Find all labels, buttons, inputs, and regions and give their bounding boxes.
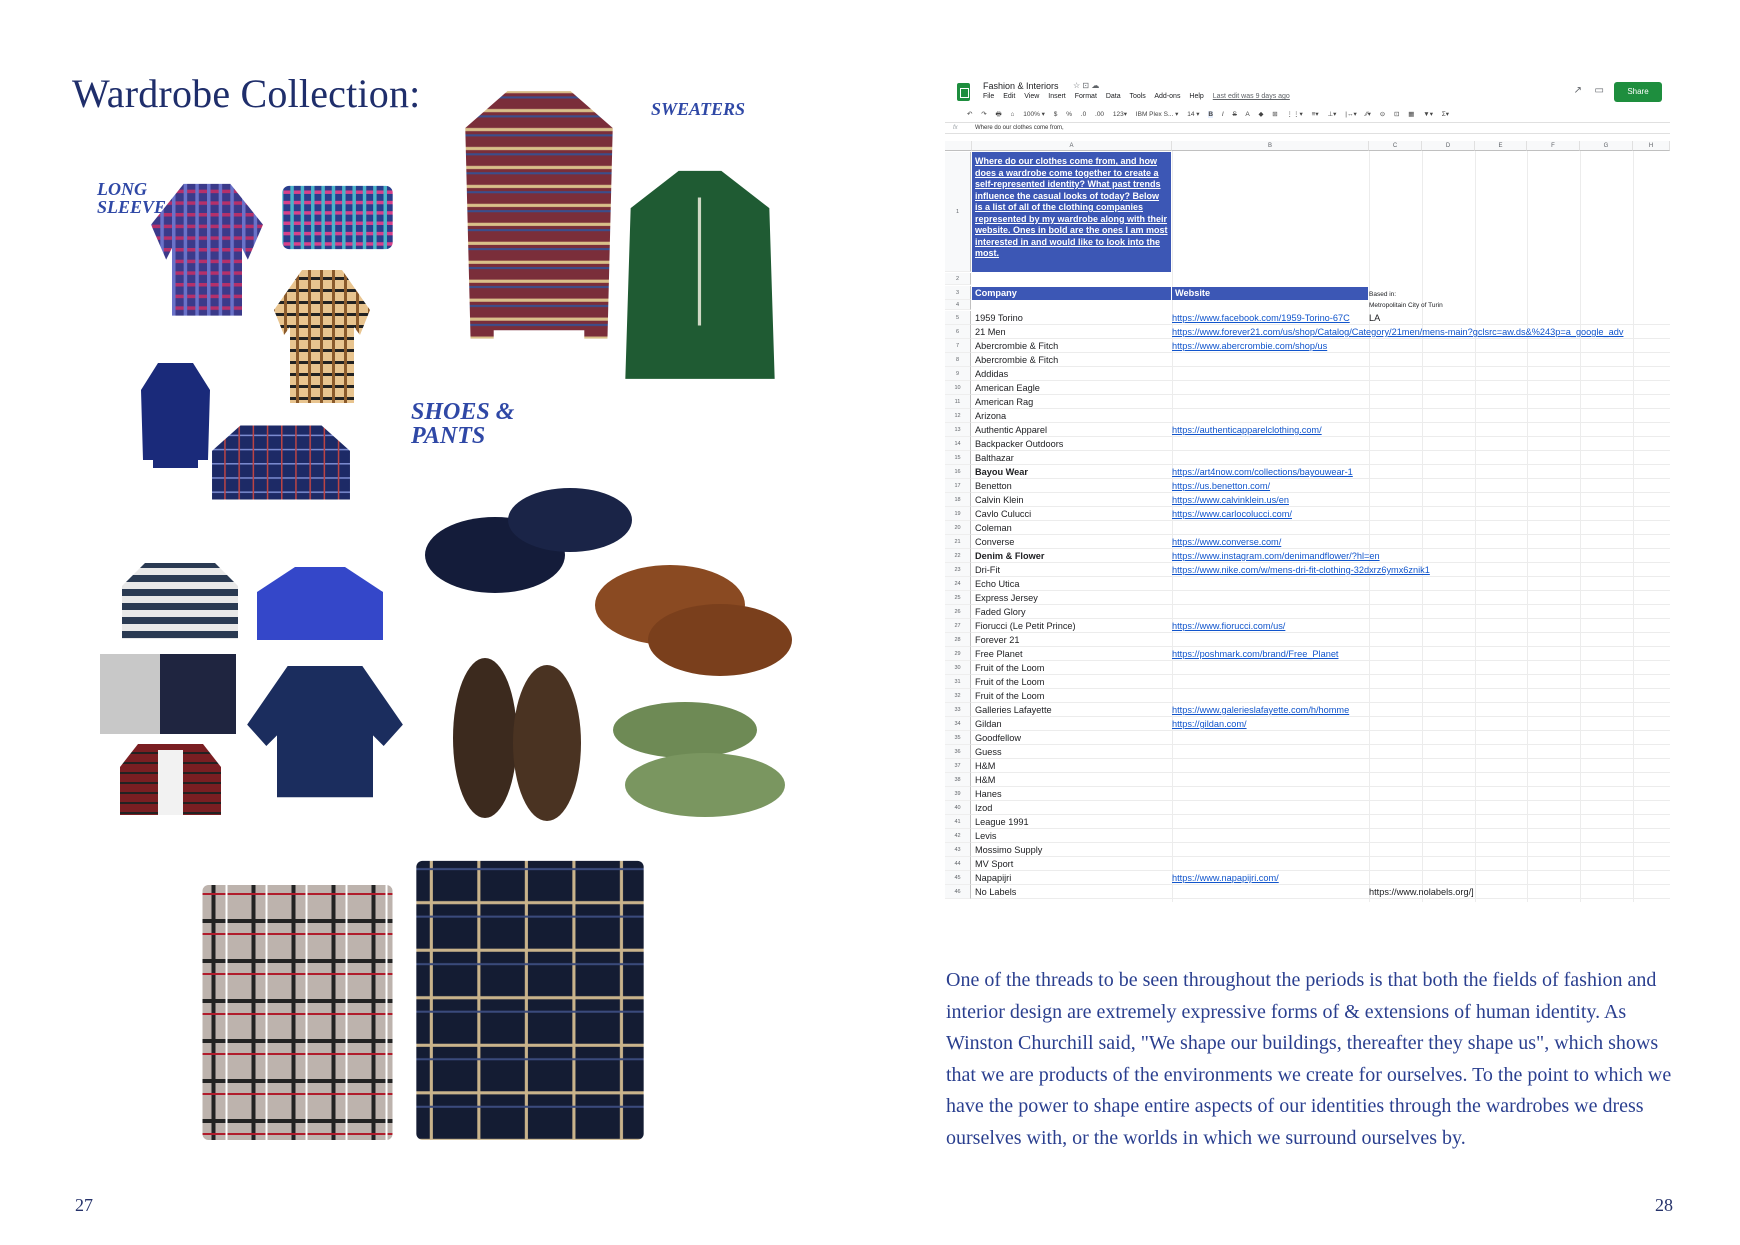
intro-cell[interactable]: Where do our clothes come from, and how does a wardrobe come together to create a self-represented identity? What past trends influence the casual looks of today? Below is a list of all of the clothing companies represented by my wardrobe along with their website. Ones in bold are the ones I am most interested in and would like to look into the most.: [972, 152, 1171, 272]
star-icon[interactable]: ☆ ⊡ ☁: [1073, 81, 1100, 90]
row-number[interactable]: 29: [945, 647, 971, 661]
row-number[interactable]: 32: [945, 689, 971, 703]
sheet-titlebar: [945, 77, 1670, 107]
row-number[interactable]: 21: [945, 535, 971, 549]
company-cell[interactable]: Izod: [975, 803, 993, 813]
row-number[interactable]: 11: [945, 395, 971, 409]
company-cell[interactable]: Levis: [975, 831, 997, 841]
borders-icon[interactable]: ⊞: [1272, 111, 1278, 118]
col-header-g[interactable]: G: [1580, 141, 1633, 151]
website-link[interactable]: https://www.converse.com/: [1172, 537, 1282, 547]
based-in-value[interactable]: Metropolitain City of Turin: [1369, 302, 1443, 309]
row-number[interactable]: 3: [945, 286, 971, 300]
row-number[interactable]: 1: [945, 152, 971, 272]
font-size-select[interactable]: 14 ▾: [1187, 111, 1200, 118]
row-number[interactable]: 40: [945, 801, 971, 815]
company-cell[interactable]: Benetton: [975, 481, 1012, 491]
trend-icon[interactable]: ↗: [1573, 85, 1582, 96]
website-link[interactable]: https://poshmark.com/brand/Free_Planet: [1172, 649, 1339, 659]
photo-green-hoodie: [620, 165, 780, 390]
photo-striped-tee: [120, 560, 240, 642]
increase-decimal-button[interactable]: .00: [1095, 111, 1105, 118]
company-cell[interactable]: League 1991: [975, 817, 1029, 827]
company-cell[interactable]: Mossimo Supply: [975, 845, 1043, 855]
company-cell[interactable]: Arizona: [975, 411, 1007, 421]
photo-plaid-scarf-navy: [410, 835, 650, 1145]
company-cell[interactable]: Denim & Flower: [975, 551, 1045, 561]
photo-navy-check-shirt: [210, 420, 352, 502]
merge-cells-icon[interactable]: ⋮⋮▾: [1286, 111, 1303, 118]
photo-plaid-shirt-pink: [280, 180, 395, 255]
photo-brown-boots: [590, 525, 795, 680]
sheets-logo-icon: [957, 83, 970, 101]
company-cell[interactable]: Guess: [975, 747, 1002, 757]
company-cell[interactable]: Authentic Apparel: [975, 425, 1048, 435]
row-number[interactable]: 26: [945, 605, 971, 619]
photo-green-sneakers: [605, 690, 790, 825]
row-number[interactable]: 18: [945, 493, 971, 507]
col-header-corner[interactable]: [945, 141, 972, 151]
percent-button[interactable]: %: [1066, 111, 1072, 118]
row-number[interactable]: 5: [945, 311, 971, 325]
company-cell[interactable]: Converse: [975, 537, 1015, 547]
link-icon[interactable]: ⊝: [1379, 111, 1386, 118]
company-cell[interactable]: Abercrombie & Fitch: [975, 341, 1059, 351]
chart-icon[interactable]: ▦: [1408, 111, 1415, 118]
functions-icon[interactable]: Σ▾: [1441, 111, 1450, 118]
decrease-decimal-button[interactable]: .0: [1080, 111, 1087, 118]
column-c-cell[interactable]: https://www.nolabels.org/]: [1369, 887, 1474, 897]
row-number[interactable]: 41: [945, 815, 971, 829]
row-number[interactable]: 12: [945, 409, 971, 423]
filter-icon[interactable]: ▼▾: [1423, 111, 1433, 118]
website-link[interactable]: https://www.calvinklein.us/en: [1172, 495, 1289, 505]
row-number[interactable]: 4: [945, 300, 971, 310]
company-cell[interactable]: Galleries Lafayette: [975, 705, 1052, 715]
website-link[interactable]: https://authenticapparelclothing.com/: [1172, 425, 1322, 435]
header-website-cell[interactable]: Website: [1172, 287, 1368, 300]
photo-fair-isle-sweater: [460, 85, 618, 350]
label-shoes-pants-text: SHOES & PANTS: [411, 399, 515, 449]
col-header-a[interactable]: A: [972, 141, 1172, 151]
photo-colorblock-shirt: [98, 648, 238, 740]
row-number[interactable]: 43: [945, 843, 971, 857]
company-cell[interactable]: Gildan: [975, 719, 1002, 729]
last-edit-link[interactable]: Last edit was 9 days ago: [1212, 93, 1290, 100]
currency-button[interactable]: $: [1053, 111, 1058, 118]
company-cell[interactable]: 1959 Torino: [975, 313, 1023, 323]
website-link[interactable]: https://www.nike.com/w/mens-dri-fit-clothing-32dxrz6ymx6znik1: [1172, 565, 1430, 575]
company-cell[interactable]: Fruit of the Loom: [975, 663, 1045, 673]
photo-plaid-shirt-tan: [272, 265, 372, 405]
company-cell[interactable]: American Rag: [975, 397, 1034, 407]
col-header-c[interactable]: C: [1369, 141, 1422, 151]
company-cell[interactable]: Calvin Klein: [975, 495, 1024, 505]
photo-plaid-scarf-grey: [195, 865, 400, 1145]
company-cell[interactable]: Echo Utica: [975, 579, 1020, 589]
company-cell[interactable]: Cavlo Culucci: [975, 509, 1032, 519]
photo-red-flannel: [118, 742, 223, 817]
company-cell[interactable]: Napapijri: [975, 873, 1012, 883]
menu-edit[interactable]: Edit: [1003, 93, 1016, 100]
row-number[interactable]: 2: [945, 273, 971, 285]
body-paragraph: One of the threads to be seen throughout the periods is that both the fields of fashion and interior design are extremely expressive forms of & extensions of human identity. As Winston Churchill said, "We shape our buildings, thereafter they shape us", which shows that we are products of the environments we create for ourselves. To the point to which we have the power to shape entire aspects of our identities through the wardrobes we dress ourselves with, or the worlds in which we surround ourselves by.: [946, 969, 1672, 1149]
row-number[interactable]: 13: [945, 423, 971, 437]
menu-insert[interactable]: Insert: [1048, 93, 1066, 100]
col-header-h[interactable]: H: [1633, 141, 1670, 151]
row-number[interactable]: 23: [945, 563, 971, 577]
company-cell[interactable]: H&M: [975, 775, 996, 785]
company-cell[interactable]: Bayou Wear: [975, 467, 1028, 477]
website-link[interactable]: https://art4now.com/collections/bayouwear-1: [1172, 467, 1353, 477]
share-button[interactable]: Share: [1614, 82, 1662, 102]
company-cell[interactable]: Goodfellow: [975, 733, 1021, 743]
website-link[interactable]: https://www.carlocolucci.com/: [1172, 509, 1292, 519]
company-cell[interactable]: Balthazar: [975, 453, 1014, 463]
column-c-cell[interactable]: LA: [1369, 313, 1381, 323]
row-number[interactable]: 6: [945, 325, 971, 339]
row-number[interactable]: 42: [945, 829, 971, 843]
bold-button[interactable]: B: [1208, 111, 1214, 118]
menu-file[interactable]: File: [983, 93, 995, 100]
menu-tools[interactable]: Tools: [1129, 93, 1146, 100]
align-horizontal-icon[interactable]: ≡▾: [1311, 111, 1319, 118]
page-title: Wardrobe Collection:: [72, 71, 421, 116]
website-link[interactable]: https://us.benetton.com/: [1172, 481, 1271, 491]
label-long-sleeve-text: LONG SLEEVE: [97, 179, 167, 217]
row-number[interactable]: 30: [945, 661, 971, 675]
row-number[interactable]: 34: [945, 717, 971, 731]
company-cell[interactable]: American Eagle: [975, 383, 1040, 393]
company-cell[interactable]: Addidas: [975, 369, 1009, 379]
company-cell[interactable]: MV Sport: [975, 859, 1014, 869]
company-cell[interactable]: Express Jersey: [975, 593, 1038, 603]
row-number[interactable]: 28: [945, 633, 971, 647]
comment-insert-icon[interactable]: ⊡: [1394, 111, 1400, 118]
number-format-select[interactable]: 123▾: [1112, 111, 1127, 118]
font-select[interactable]: IBM Plex S... ▾: [1135, 111, 1179, 118]
row-number[interactable]: 24: [945, 577, 971, 591]
row-number[interactable]: 37: [945, 759, 971, 773]
row-number[interactable]: 27: [945, 619, 971, 633]
menu-view[interactable]: View: [1024, 93, 1040, 100]
italic-button[interactable]: I: [1221, 111, 1224, 118]
text-color-button[interactable]: A: [1245, 111, 1250, 118]
label-shoes-pants: [411, 400, 531, 448]
menu-format[interactable]: Format: [1074, 93, 1097, 100]
row-number[interactable]: 16: [945, 465, 971, 479]
sheet-toolbar: [945, 107, 1670, 123]
row-number[interactable]: 22: [945, 549, 971, 563]
fill-color-icon[interactable]: ◆: [1258, 111, 1264, 118]
photo-navy-longsleeve: [138, 360, 213, 470]
company-cell[interactable]: Fruit of the Loom: [975, 691, 1045, 701]
row-number[interactable]: 33: [945, 703, 971, 717]
company-cell[interactable]: Hanes: [975, 789, 1002, 799]
align-vertical-icon[interactable]: ⊥▾: [1327, 111, 1337, 118]
row-number[interactable]: 36: [945, 745, 971, 759]
website-link[interactable]: https://www.fiorucci.com/us/: [1172, 621, 1286, 631]
company-cell[interactable]: H&M: [975, 761, 996, 771]
row-number[interactable]: 7: [945, 339, 971, 353]
redo-icon[interactable]: ↷: [981, 111, 987, 118]
col-header-b[interactable]: B: [1172, 141, 1369, 151]
website-link[interactable]: https://gildan.com/: [1172, 719, 1247, 729]
website-link[interactable]: https://www.forever21.com/us/shop/Catalog/Category/21men/mens-main?gclsrc=aw.ds&%243p=a_google_adv: [1172, 327, 1624, 337]
company-cell[interactable]: Free Planet: [975, 649, 1023, 659]
page-number-right: 28: [1655, 1195, 1673, 1215]
company-cell[interactable]: Fruit of the Loom: [975, 677, 1045, 687]
row-number[interactable]: 14: [945, 437, 971, 451]
zoom-select[interactable]: 100% ▾: [1023, 111, 1045, 118]
company-cell[interactable]: Faded Glory: [975, 607, 1026, 617]
company-cell[interactable]: Abercrombie & Fitch: [975, 355, 1059, 365]
text-wrap-icon[interactable]: |↔▾: [1345, 111, 1357, 118]
row-number[interactable]: 31: [945, 675, 971, 689]
company-cell[interactable]: Coleman: [975, 523, 1012, 533]
photo-navy-button-shirt: [245, 660, 405, 800]
row-number[interactable]: 46: [945, 885, 971, 899]
company-cell[interactable]: Dri-Fit: [975, 565, 1001, 575]
menu-addons[interactable]: Add-ons: [1154, 93, 1181, 100]
website-link[interactable]: https://www.galerieslafayette.com/h/homme: [1172, 705, 1350, 715]
text-rotate-icon[interactable]: ⁄⁄▾: [1365, 111, 1371, 118]
strikethrough-button[interactable]: S: [1232, 111, 1237, 118]
row-number[interactable]: 9: [945, 367, 971, 381]
sheet-menu-bar: [983, 93, 1297, 100]
row-number[interactable]: 39: [945, 787, 971, 801]
comment-icon[interactable]: ▭: [1594, 85, 1604, 96]
company-cell[interactable]: No Labels: [975, 887, 1017, 897]
menu-data[interactable]: Data: [1105, 93, 1121, 100]
sheet-doc-title[interactable]: Fashion & Interiors: [983, 81, 1059, 91]
company-cell[interactable]: Forever 21: [975, 635, 1020, 645]
website-link[interactable]: https://www.instagram.com/denimandflower/?hl=en: [1172, 551, 1380, 561]
row-number[interactable]: 20: [945, 521, 971, 535]
undo-icon[interactable]: ↶: [967, 111, 973, 118]
website-link[interactable]: https://www.napapijri.com/: [1172, 873, 1279, 883]
row-number[interactable]: 19: [945, 507, 971, 521]
fx-icon: fx: [953, 125, 958, 131]
photo-plaid-shirt-blue: [148, 178, 266, 318]
company-cell[interactable]: Backpacker Outdoors: [975, 439, 1064, 449]
spreadsheet-screenshot: [945, 77, 1670, 902]
row-number[interactable]: 8: [945, 353, 971, 367]
row-number[interactable]: 25: [945, 591, 971, 605]
row-number[interactable]: 17: [945, 479, 971, 493]
col-header-d[interactable]: D: [1422, 141, 1475, 151]
photo-brown-sneakers: [445, 648, 585, 823]
row-number[interactable]: 38: [945, 773, 971, 787]
based-in-label[interactable]: Based in:: [1369, 291, 1397, 298]
website-link[interactable]: https://www.facebook.com/1959-Torino-67C: [1172, 313, 1350, 323]
paint-format-icon[interactable]: ⌂: [1010, 111, 1015, 118]
website-link[interactable]: https://www.abercrombie.com/shop/us: [1172, 341, 1328, 351]
row-number[interactable]: 15: [945, 451, 971, 465]
formula-input[interactable]: Where do our clothes come from,: [975, 125, 1064, 131]
header-company-cell[interactable]: Company: [972, 287, 1171, 300]
company-cell[interactable]: Fiorucci (Le Petit Prince): [975, 621, 1076, 631]
formula-bar[interactable]: [945, 123, 1670, 134]
page-number-left: 27: [75, 1195, 93, 1215]
company-cell[interactable]: 21 Men: [975, 327, 1006, 337]
row-number[interactable]: 35: [945, 731, 971, 745]
row-number[interactable]: 44: [945, 857, 971, 871]
row-number[interactable]: 10: [945, 381, 971, 395]
menu-help[interactable]: Help: [1189, 93, 1204, 100]
photo-blue-sweater: [255, 562, 385, 642]
row-number[interactable]: 45: [945, 871, 971, 885]
col-header-e[interactable]: E: [1475, 141, 1527, 151]
label-sweaters: SWEATERS: [651, 99, 746, 119]
col-header-f[interactable]: F: [1527, 141, 1580, 151]
print-icon[interactable]: 🖶: [995, 111, 1002, 118]
